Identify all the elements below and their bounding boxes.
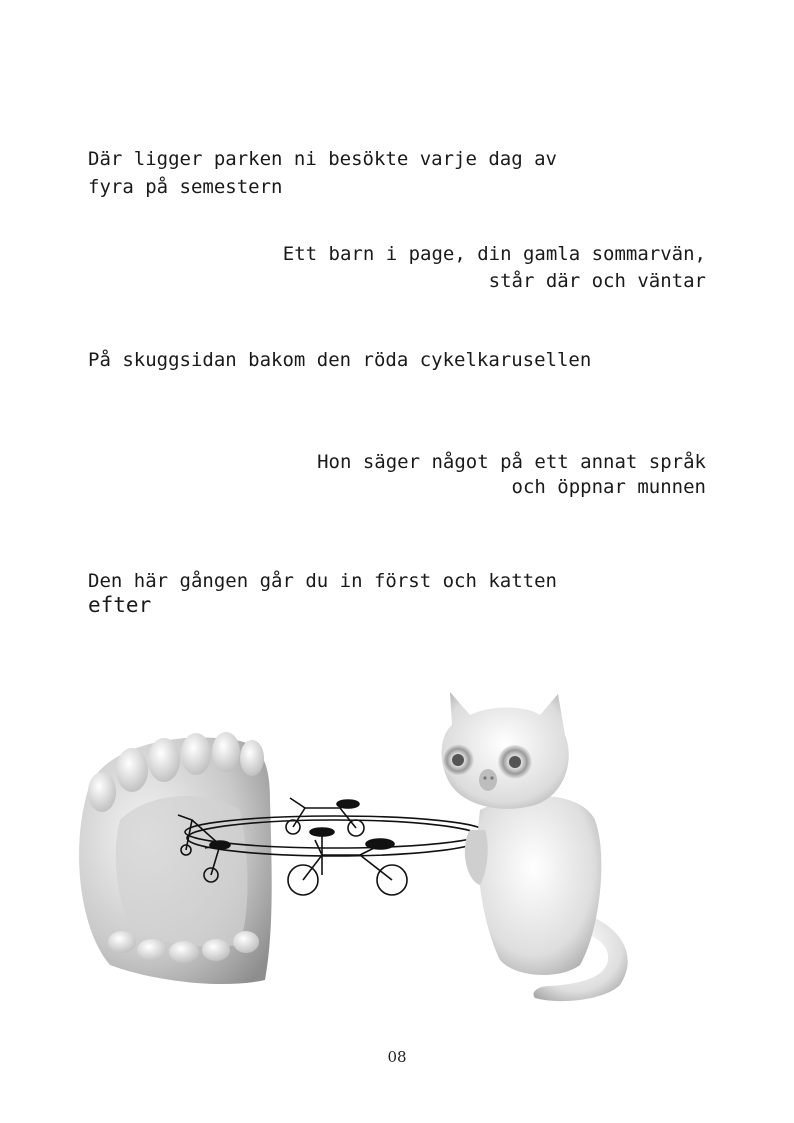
stanza-2-line-2: står där och väntar — [488, 270, 706, 292]
open-mouth-icon — [79, 732, 272, 984]
stanza-1-line-1: Där ligger parken ni besökte varje dag av — [88, 148, 557, 170]
stanza-4-line-1: Hon säger något på ett annat språk — [317, 451, 706, 473]
illustration — [60, 680, 700, 1020]
cat-icon — [442, 692, 628, 1001]
stanza-2-line-1: Ett barn i page, din gamla sommarvän, — [282, 243, 706, 265]
stanza-3-line-1: På skuggsidan bakom den röda cykelkarusellen — [88, 349, 592, 371]
page-number: 08 — [387, 1048, 407, 1066]
stanza-1-line-2: fyra på semestern — [88, 176, 283, 198]
stanza-5-line-2: efter — [88, 593, 152, 617]
stanza-4-line-2: och öppnar munnen — [511, 476, 706, 498]
stanza-5-line-1: Den här gången går du in först och katten — [88, 570, 557, 592]
